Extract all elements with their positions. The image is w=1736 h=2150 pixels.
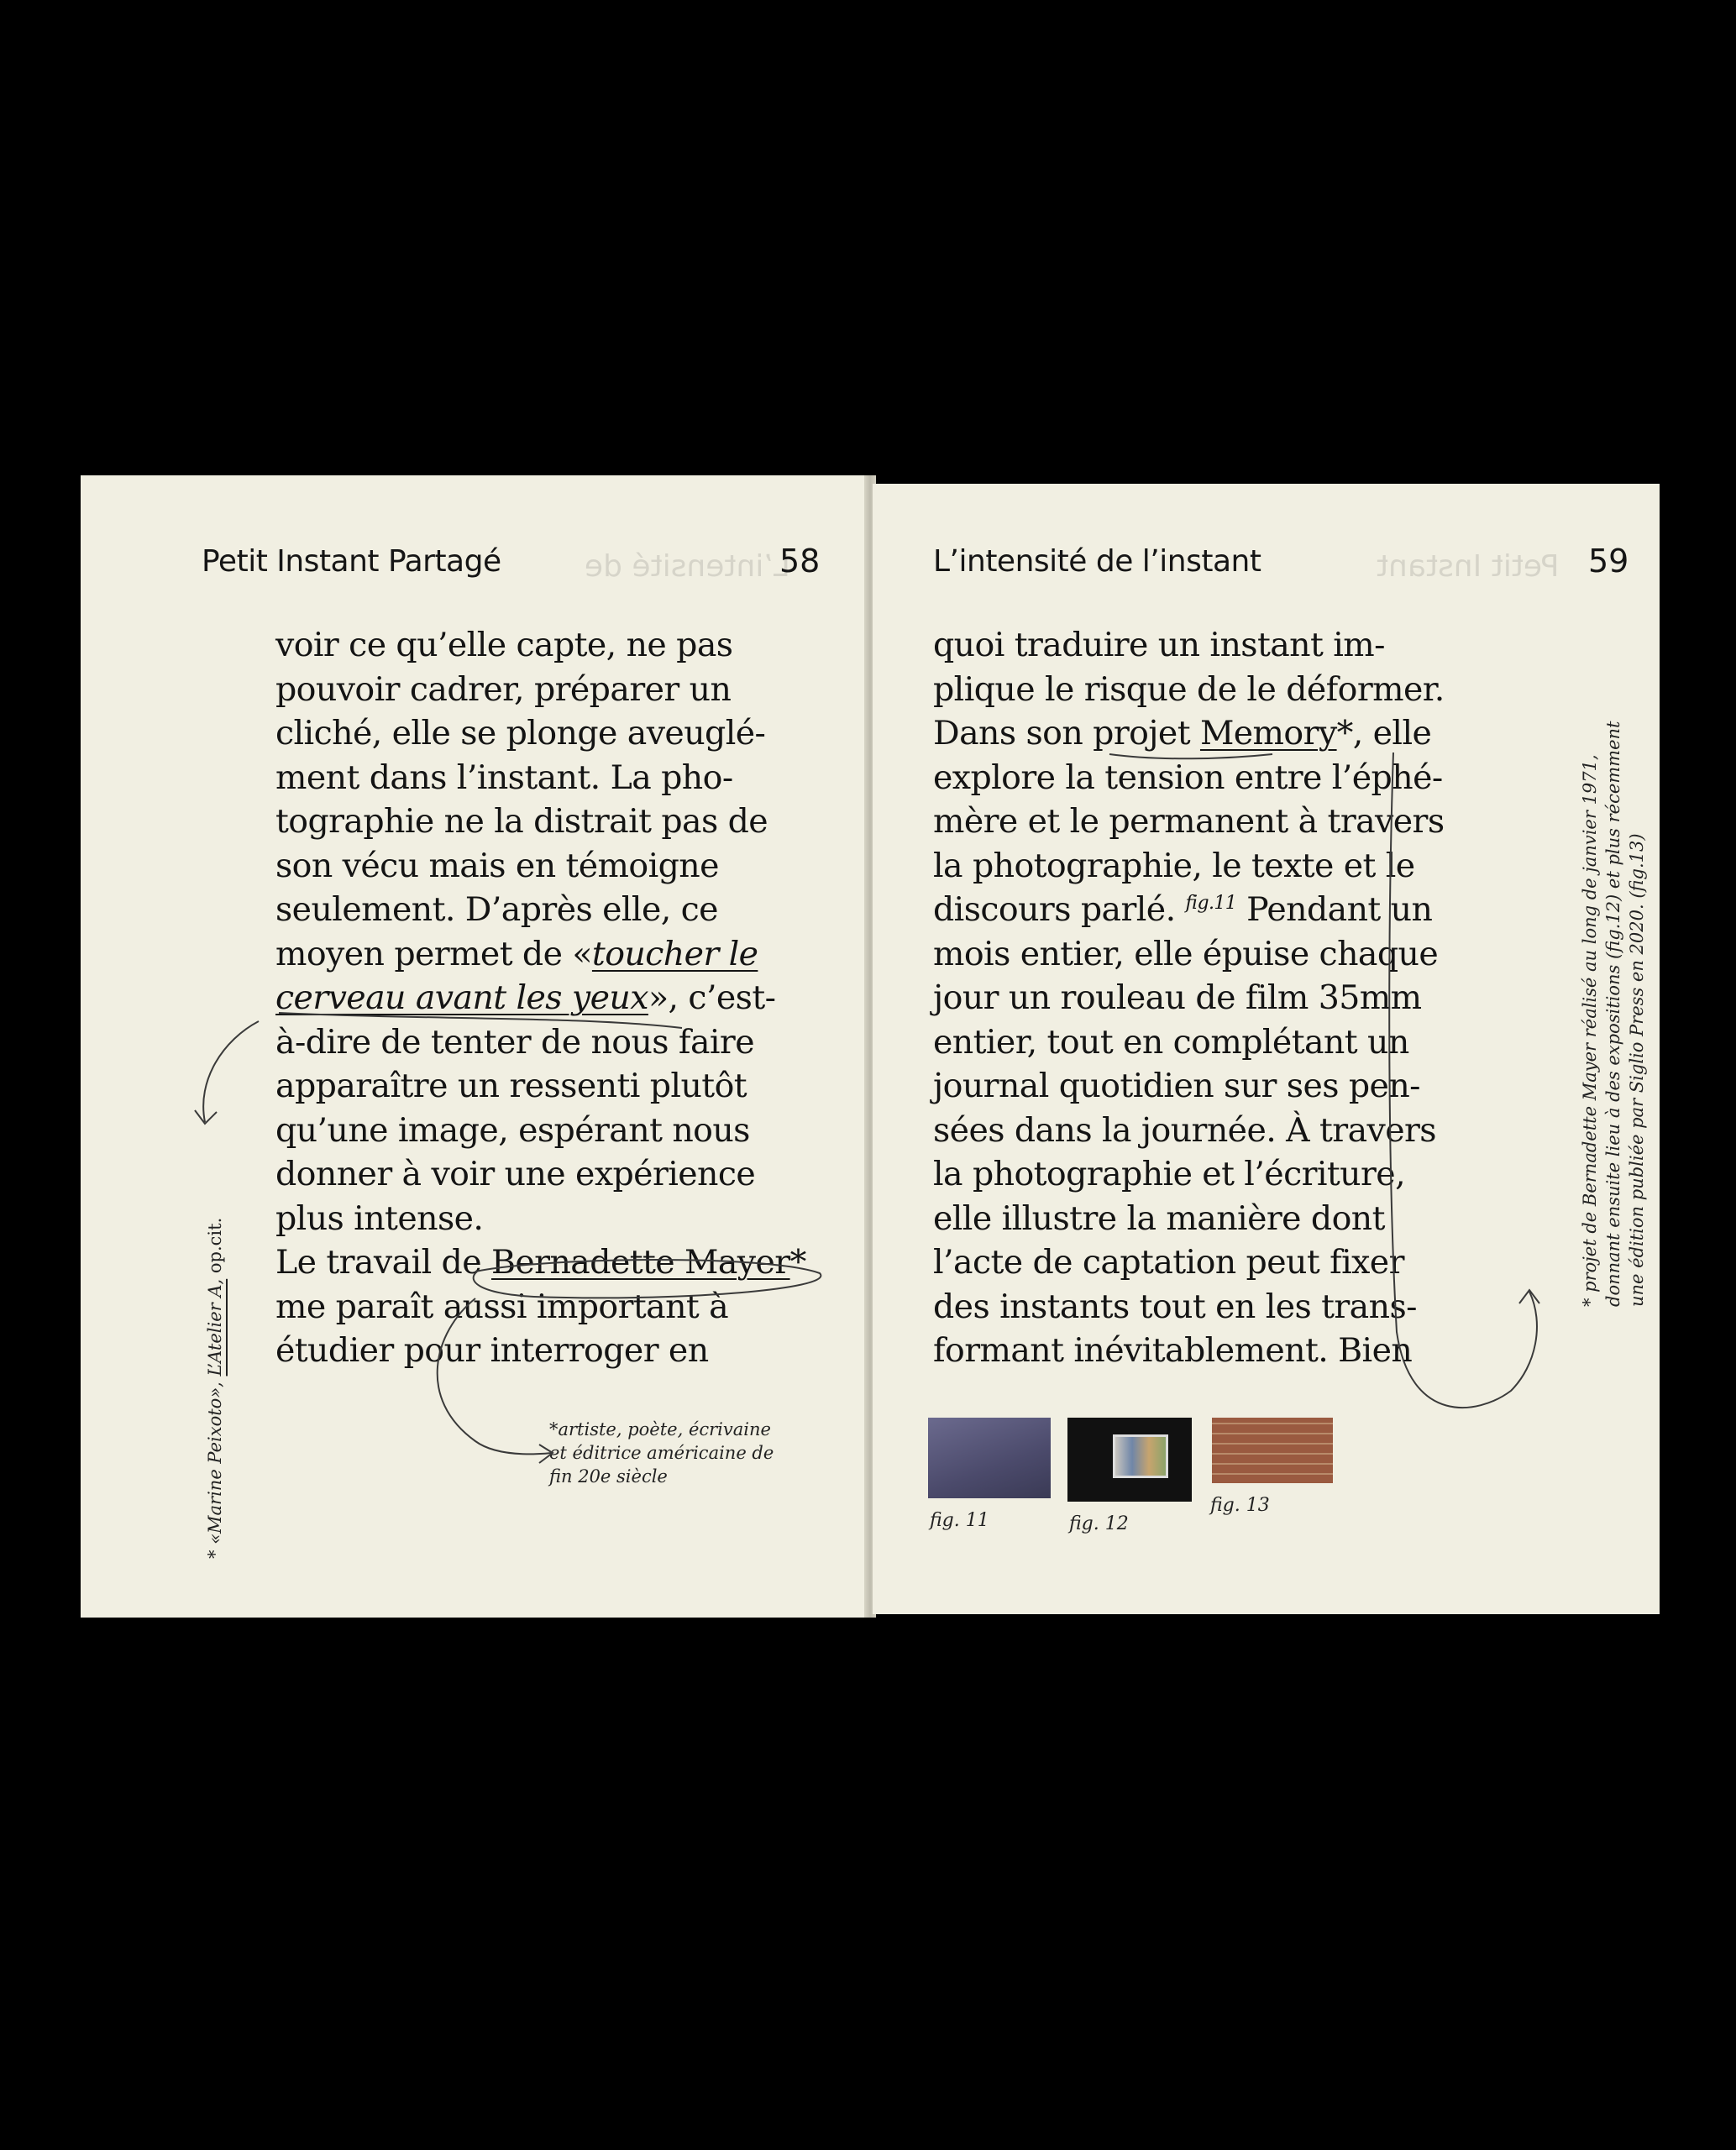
page-number: 58 bbox=[779, 543, 821, 579]
pencil-annotations bbox=[873, 484, 1660, 1614]
text-line: l’acte de captation peut fixer bbox=[933, 1243, 1404, 1282]
running-title: Petit Instant Partagé bbox=[202, 544, 501, 579]
side-note-line: une édition publiée par Siglio Press en 2020. (fig.13) bbox=[1627, 833, 1647, 1307]
book-spread bbox=[81, 475, 1660, 1618]
quote-fragment: toucher le bbox=[591, 934, 758, 973]
text-fragment: *, elle bbox=[1336, 714, 1432, 752]
text-line: formant inévitablement. Bien bbox=[933, 1331, 1413, 1370]
author-name: Bernadette Mayer bbox=[490, 1243, 790, 1282]
text-line: qu’une image, espérant nous bbox=[275, 1110, 750, 1150]
text-fragment: Pendant un bbox=[1246, 890, 1433, 929]
text-line: journal quotidien sur ses pen- bbox=[933, 1067, 1420, 1105]
quote-fragment: cerveau avant les yeux bbox=[275, 978, 648, 1017]
text-line: à-dire de tenter de nous faire bbox=[275, 1022, 754, 1062]
footnote-mark: * bbox=[789, 1243, 806, 1282]
text-line: mère et le permanent à travers bbox=[933, 802, 1445, 841]
citation-author: * «Marine Peixoto», bbox=[205, 1382, 225, 1559]
pencil-arrow-left bbox=[195, 1021, 259, 1124]
text-line: entier, tout en complétant un bbox=[933, 1022, 1409, 1062]
text-fragment: discours parlé. bbox=[933, 890, 1176, 929]
left-page bbox=[81, 475, 872, 1618]
side-note-line: donnant ensuite lieu à des expositions (fig.12) et plus récemment bbox=[1603, 721, 1623, 1307]
pencil-annotations bbox=[81, 475, 870, 1618]
side-note-line: * projet de Bernadette Mayer réalisé au long de janvier 1971, bbox=[1580, 754, 1600, 1307]
text-line: elle illustre la manière dont bbox=[933, 1198, 1385, 1238]
figure-caption: fig. 13 bbox=[1210, 1495, 1270, 1516]
footnote-line: et éditrice américaine de bbox=[549, 1443, 774, 1463]
text-line: jour un rouleau de film 35mm bbox=[933, 978, 1422, 1017]
project-name: Memory bbox=[1199, 714, 1337, 752]
text-line: ment dans l’instant. La pho- bbox=[275, 758, 733, 797]
text-line: la photographie, le texte et le bbox=[933, 846, 1415, 885]
running-title: L’intensité de l’instant bbox=[933, 544, 1261, 579]
text-line: la photographie et l’écriture, bbox=[933, 1155, 1406, 1193]
footnote-line: *artiste, poète, écrivaine bbox=[549, 1419, 771, 1439]
text-line: pouvoir cadrer, préparer un bbox=[275, 669, 732, 709]
text-line: me paraît aussi important à bbox=[275, 1287, 729, 1326]
text-line: plus intense. bbox=[275, 1198, 484, 1238]
text-fragment: Dans son projet bbox=[933, 714, 1200, 752]
text-fragment: Le travail de bbox=[275, 1243, 491, 1282]
text-line: voir ce qu’elle capte, ne pas bbox=[275, 626, 733, 664]
text-line: tographie ne la distrait pas de bbox=[275, 802, 768, 841]
page-number: 59 bbox=[1588, 543, 1629, 579]
text-line: plique le risque de le déformer. bbox=[933, 669, 1445, 709]
figure-reference: fig.11 bbox=[1185, 892, 1237, 914]
pencil-underline-quote bbox=[279, 1013, 682, 1028]
pencil-circle-name bbox=[474, 1260, 821, 1298]
text-fragment: moyen permet de « bbox=[275, 934, 592, 973]
text-fragment: », c’est- bbox=[648, 978, 776, 1017]
pencil-vertical-line bbox=[1389, 752, 1539, 1408]
show-through-header: Petit Instant bbox=[1377, 549, 1560, 584]
text-line: quoi traduire un instant im- bbox=[933, 626, 1385, 664]
text-line: seulement. D’après elle, ce bbox=[275, 890, 718, 929]
figure-caption: fig. 11 bbox=[930, 1510, 989, 1531]
text-line: donner à voir une expérience bbox=[275, 1155, 756, 1193]
citation-book: L’Atelier A, bbox=[205, 1278, 225, 1377]
text-line: étudier pour interroger en bbox=[275, 1331, 709, 1370]
pencil-arrow-footnote bbox=[438, 1298, 553, 1463]
text-line: mois entier, elle épuise chaque bbox=[933, 934, 1439, 973]
text-line: cliché, elle se plonge aveuglé- bbox=[275, 714, 766, 752]
citation-suffix: op.cit. bbox=[205, 1217, 225, 1274]
text-line: des instants tout en les trans- bbox=[933, 1287, 1417, 1326]
figure-caption: fig. 12 bbox=[1069, 1513, 1129, 1534]
text-line: explore la tension entre l’éphé- bbox=[933, 758, 1443, 797]
text-line: apparaître un ressenti plutôt bbox=[275, 1067, 747, 1105]
footnote-line: fin 20e siècle bbox=[549, 1466, 668, 1487]
pencil-underline-project bbox=[1109, 754, 1272, 758]
show-through-header: L’intensité de bbox=[585, 549, 790, 584]
text-line: sées dans la journée. À travers bbox=[933, 1110, 1436, 1150]
right-page bbox=[873, 484, 1660, 1614]
text-line: son vécu mais en témoigne bbox=[275, 846, 719, 885]
